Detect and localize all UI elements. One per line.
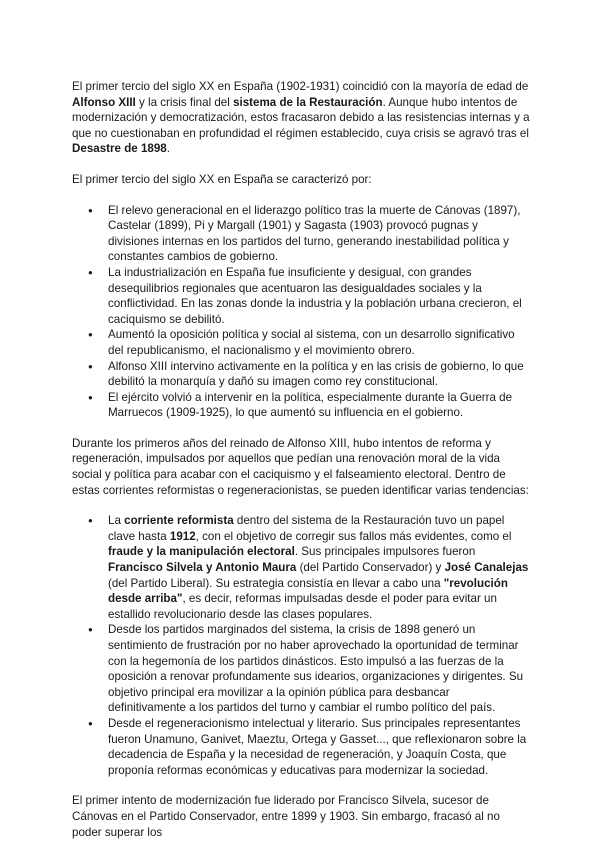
list-item: ● El ejército volvió a intervenir en la política, especialmente durante la Guerra de Marruecos (1909-1925), lo que aumentó su influencia en el gobierno. [72,390,530,421]
silvela-paragraph: El primer intento de modernización fue liderado por Francisco Silvela, sucesor de Cánovas en el Partido Conservador, entre 1899 y 1903. Sin embargo, fracasó al no poder superar los [72,794,500,839]
text-run: . Aunque hubo intentos de modernización y democratización, estos fracasaron debido a las resistencias internas y a que no cuestionaban en profundidad el régimen establecido, cuya crisis se agravó tras el [72,95,530,140]
text-run: dentro del sistema de la Restauración tuvo un papel clave hasta [108,514,505,543]
characteristics-intro: El primer tercio del siglo XX en España se caracterizó por: [72,172,372,186]
list-item: ● Aumentó la oposición política y social al sistema, con un desarrollo significativo del republicanismo, el nacionalismo y el movimiento obrero. [72,327,530,358]
bold-silvela-maura: Francisco Silvela y Antonio Maura [108,561,297,575]
text-run: . Sus principales impulsores fueron [294,545,476,559]
bold-sistema-restauracion: sistema de la Restauración [233,95,383,109]
text-run: (del Partido Conservador) y [296,561,445,575]
text-run: El primer tercio del siglo XX en España (1902-1931) coincidió con la mayoría de edad de [72,80,529,93]
text-run: (del Partido Liberal). Su estrategia consistía en llevar a cabo una [108,576,444,590]
list-item: ● Alfonso XIII intervino activamente en la política y en las crisis de gobierno, lo que debilitó la monarquía y dañó su imagen como rey constitucional. [72,359,530,390]
list-item: ● Desde los partidos marginados del sistema, la crisis de 1898 generó un sentimiento de frustración por no haber aprovechado la oportunidad de terminar con la hegemonía de los partidos dinásticos. Esto impulsó a las fuerzas de la oposición a renovar profundamente sus idearios, organizaciones y dirigentes. Su objetivo principal era movilizar a la opinión pública para desbancar definitivamente a los partidos del turno y cambiar el rumbo político del país. [72,622,530,716]
text-run: . [166,142,170,156]
bold-1912: 1912 [169,529,196,543]
bold-corriente-reformista: corriente reformista [124,514,234,528]
bold-alfonso-xiii: Alfonso XIII [72,95,136,109]
bold-revolucion-desde-arriba: "revolución desde arriba" [108,576,508,606]
text-run: , es decir, reformas impulsadas desde el poder para evitar un estallido revolucionario desde las clases populares. [108,592,497,621]
tendencies-list [72,513,530,778]
bold-desastre-1898: Desastre de 1898 [72,142,167,156]
list-item [72,513,530,622]
bold-canalejas: José Canalejas [444,561,529,575]
bold-fraude: fraude y la manipulación electoral [108,545,295,559]
text-run: La [108,514,125,528]
reform-paragraph: Durante los primeros años del reinado de Alfonso XIII, hubo intentos de reforma y regeneración, impulsados por aquellos que pedían una renovación moral de la vida social y política para acabar con el caciquismo y el falseamiento electoral. Dentro de estas corrientes reformistas o regeneracionistas, se pueden identificar varias tendencias: [72,436,529,497]
text-run: , con el objetivo de corregir sus fallos más evidentes, como el [195,529,512,543]
list-item: ● El relevo generacional en el liderazgo político tras la muerte de Cánovas (1897), Castelar (1899), Pi y Margall (1901) y Sagasta (1903) provocó pugnas y divisiones internas en los partidos del turno, generando inestabilidad política y constantes cambios de gobierno. [72,203,530,265]
list-item: ● Desde el regeneracionismo intelectual y literario. Sus principales representantes fueron Unamuno, Ganivet, Maeztu, Ortega y Gasset..., que reflexionaron sobre la decadencia de España y la necesidad de regeneración, y Joaquín Costa, que proponía reformas económicas y educativas para modernizar la sociedad. [72,716,530,778]
list-item: ● La industrialización en España fue insuficiente y desigual, con grandes desequilibrios regionales que acentuaron las desigualdades sociales y la conflictividad. En las zonas donde la industria y la población urbana crecieron, el caciquismo se debilitó. [72,265,530,327]
characteristics-list [72,203,530,421]
text-run: y la crisis final del [135,95,234,109]
intro-paragraph [72,79,530,157]
